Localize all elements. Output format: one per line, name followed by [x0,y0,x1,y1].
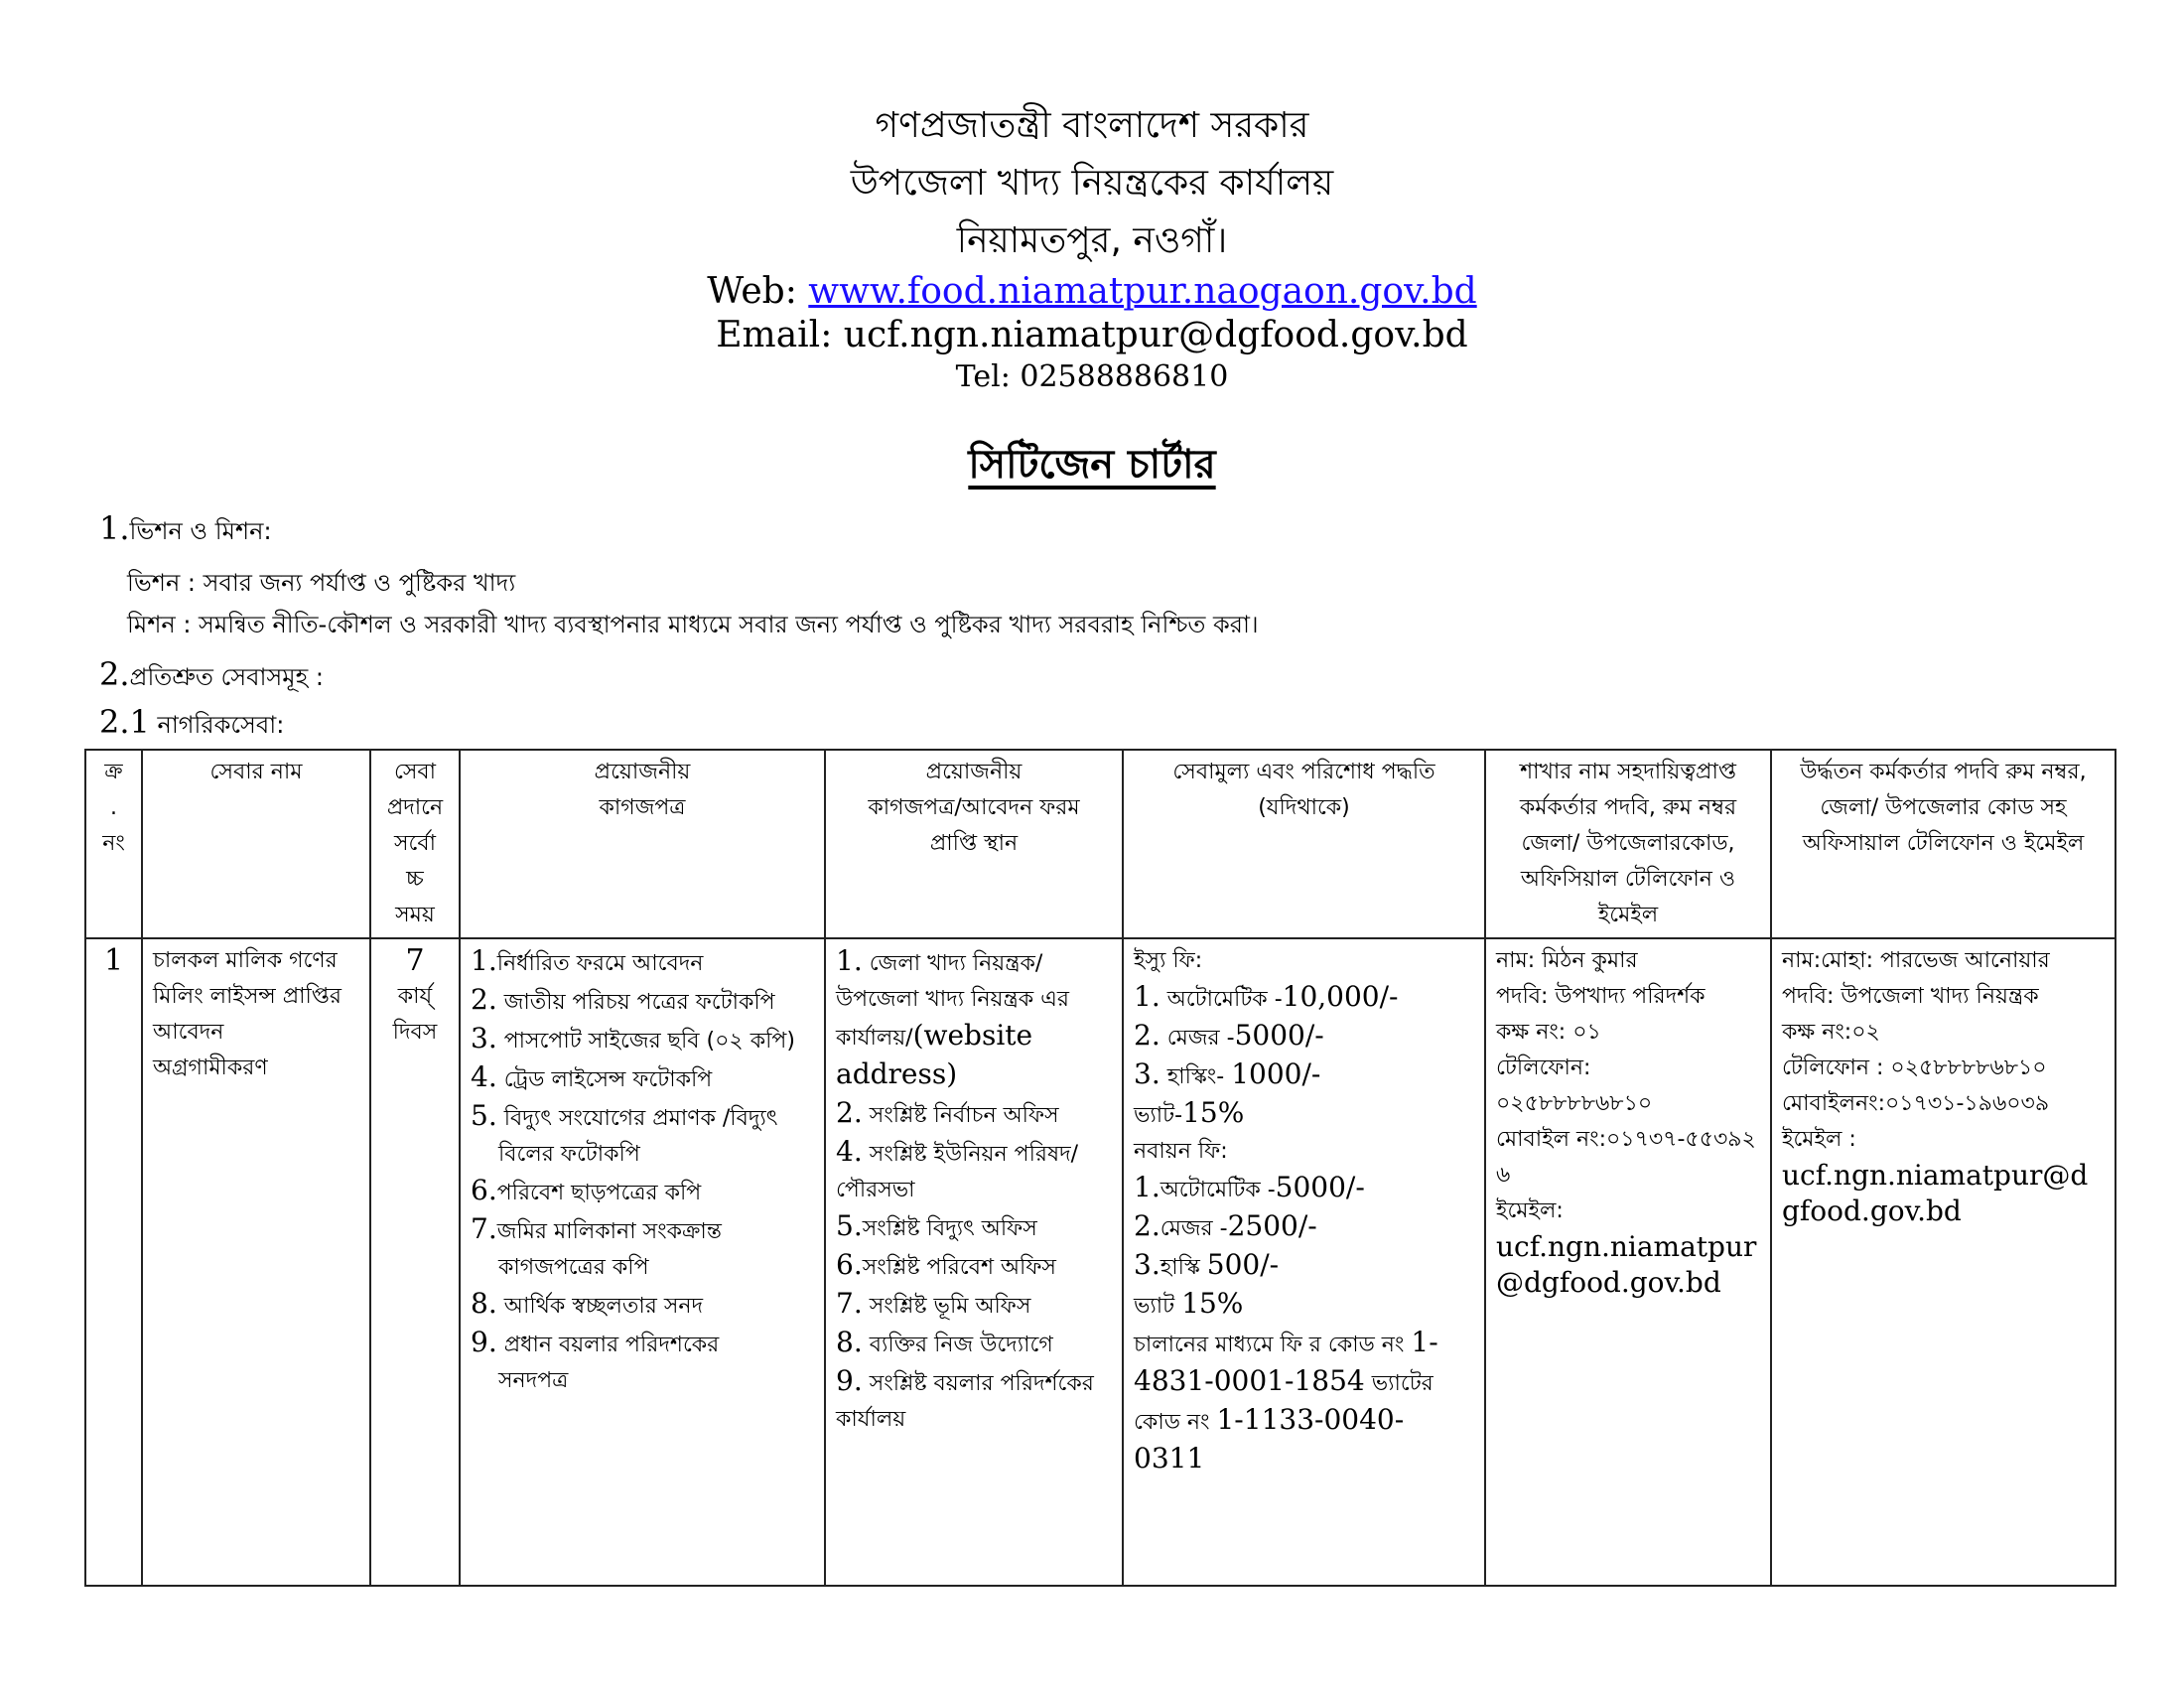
source-item [836,1286,1112,1325]
item-text: সংশ্লিষ্ট পরিবেশ অফিস [862,1255,1056,1280]
document-item [471,982,814,1021]
officer-phone-label: টেলিফোন: [1496,1055,1591,1080]
source-item [836,1363,1112,1438]
item-number: 9. [471,1326,497,1358]
document-item [471,943,814,982]
item-number: 6. [471,1174,497,1206]
document-item [471,1021,814,1059]
item-number: 4. [471,1060,497,1093]
header-line: ইমেইল [1597,903,1659,927]
header-line: কাগজপত্র/আবেদন ফরম [868,795,1080,820]
cell-fee-payment [1123,938,1485,1586]
item-text: সংশ্লিষ্ট বয়লার পরিদর্শকের কার্যালয় [836,1371,1094,1432]
vat-code-text: ভ্যাটের কোড নং [1134,1371,1433,1435]
item-text: জেলা খাদ্য নিয়ন্ত্রক/ উপজেলা খাদ্য নিয়ন্ত্রক এর কার্যালয়/ [836,951,1070,1051]
renewal-fee-list [1134,1170,1474,1286]
item-text: মেজর - [1160,1026,1235,1051]
time-value: 7 [405,943,425,978]
section-number: 2. [99,655,130,693]
document-item [471,1137,814,1173]
item-text: বিলের ফটোকপি [498,1142,640,1167]
header-senior-officer [1771,750,2116,938]
item-number: 1. [1134,980,1160,1013]
time-unit: দিবস [392,1020,438,1045]
header-line: প্রাপ্তি স্থান [929,831,1019,856]
header-line: প্রয়োজনীয় [594,760,691,784]
table-header-row [85,750,2116,938]
vat-label: ভ্যাট [1134,1294,1182,1319]
header-line: (যদিথাকে) [1258,795,1350,820]
time-unit: কার্য্ [397,984,433,1009]
item-text: পরিবেশ ছাড়পত্রের কপি [496,1181,702,1205]
item-number: 8. [836,1326,863,1358]
service-name-line: মিলিং লাইসন্স প্রাপ্তির [153,984,341,1009]
header-fee-payment [1123,750,1485,938]
citizen-service-table [84,749,2116,1587]
renewal-fee-item [1134,1170,1474,1208]
header-service-name [142,750,370,938]
section-number: 2.1 [99,703,150,741]
header-max-time [370,750,460,938]
header-line: নং [102,831,125,856]
table-row [85,938,2116,1586]
header-line: সেবার নাম [209,760,303,784]
issue-fee-item [1134,1056,1474,1095]
header-required-documents [460,750,825,938]
government-name: গণপ্রজাতন্ত্রী বাংলাদেশ সরকার [875,105,1309,146]
item-text: সংশ্লিষ্ট ইউনিয়ন পরিষদ/পৌরসভা [836,1142,1079,1202]
item-text: হাস্কি [1160,1255,1207,1280]
renewal-fee-item [1134,1208,1474,1247]
item-text: জমির মালিকানা সংকক্রান্ত [496,1219,722,1244]
cell-senior-officer [1771,938,2116,1586]
senior-officer-mobile: মোবাইলনং:০১৭৩১-১৯৬০৩৯ [1782,1091,2050,1116]
header-line: প্রদানে [386,795,444,820]
web-line [0,270,2184,314]
issue-vat [1134,1095,1474,1134]
service-name-line: আবেদন [153,1020,224,1045]
item-number: 2. [1134,1019,1160,1052]
renewal-vat [1134,1286,1474,1325]
mission-statement: মিশন : সমন্বিত নীতি-কৌশল ও সরকারী খাদ্য ব্যবস্থাপনার মাধ্যমে সবার জন্য পর্যাপ্ত ও পুষ্টিকর খাদ্য সরবরাহ নিশ্চিত করা। [127,611,1259,638]
officer-email-label: ইমেইল: [1496,1198,1564,1223]
header-line: সময় [395,903,435,927]
document-item [471,1211,814,1250]
officer-email: ucf.ngn.niamatpur@dgfood.gov.bd [1496,1230,1757,1299]
item-text-english: (website address) [836,1019,1033,1090]
item-number: 1. [471,944,497,977]
renewal-fee-label: নবায়ন ফি: [1134,1139,1228,1164]
senior-officer-phone: টেলিফোন : ০২৫৮৮৮৮৬৮১০ [1782,1055,2047,1080]
officer-phone: ০২৫৮৮৮৮৬৮১০ [1496,1091,1653,1116]
header-serial [85,750,142,938]
service-name-line: চালকল মালিক গণের [153,948,338,973]
cell-document-source [825,938,1123,1586]
email-value: ucf.ngn.niamatpur@dgfood.gov.bd [843,315,1468,355]
header-line: জেলা/ উপজেলার কোড সহ [1820,795,2067,820]
header-line: অফিসিয়াল টেলিফোন ও [1520,867,1736,892]
office-location: নিয়ামতপুর, নওগাঁ। [956,220,1228,261]
item-text: আর্থিক স্বচ্ছলতার সনদ [496,1294,704,1319]
header-line: সর্বো [394,831,436,856]
page-title-text: সিটিজেন চার্টার [968,442,1216,488]
item-text: বিদ্যুৎ সংযোগের প্রমাণক /বিদ্যুৎ [496,1106,778,1131]
item-number: 3. [471,1022,497,1055]
tel-line [0,357,2184,397]
item-number: 5. [836,1209,863,1242]
header-line: জেলা/ উপজেলারকোড, [1521,831,1735,856]
cell-responsible-officer [1485,938,1771,1586]
senior-officer-designation: পদবি: উপজেলা খাদ্য নিয়ন্ত্রক [1782,984,2039,1009]
source-item [836,1247,1112,1286]
item-number: 3. [1134,1248,1160,1281]
document-item [471,1363,814,1399]
header-line: শাখার নাম সহদায়িত্বপ্রাপ্ত [1520,760,1736,784]
issue-fee-label: ইস্যু ফি: [1134,948,1203,973]
vat-label: ভ্যাট- [1134,1103,1183,1128]
item-text: সংশ্লিষ্ট বিদ্যুৎ অফিস [862,1216,1037,1241]
item-text: জাতীয় পরিচয় পত্রের ফটোকপি [496,990,775,1015]
officer-designation: পদবি: উপখাদ্য পরিদর্শক [1496,984,1706,1009]
item-number: 2. [836,1096,863,1129]
item-text: সংশ্লিষ্ট ভূমি অফিস [862,1294,1031,1319]
header-line: উর্দ্ধতন কর্মকর্তার পদবি রুম নম্বর, [1800,760,2087,784]
website-link[interactable]: www.food.niamatpur.naogaon.gov.bd [808,271,1477,312]
source-item [836,1095,1112,1134]
item-text: অটোমেটিক - [1160,1178,1276,1202]
item-number: 1. [1134,1171,1160,1203]
officer-mobile: মোবাইল নং:০১৭৩৭-৫৫৩৯২৬ [1496,1127,1756,1188]
cell-required-documents [460,938,825,1586]
source-item [836,1208,1112,1247]
section-heading: প্রতিশ্রুত সেবাসমূহ : [129,663,324,691]
header-responsible-officer [1485,750,1771,938]
item-text: কাগজপত্রের কপি [498,1255,649,1280]
fee-amount: 2500/- [1227,1209,1317,1242]
senior-officer-email: ucf.ngn.niamatpur@dgfood.gov.bd [1782,1159,2089,1227]
email-label: Email: [716,315,844,355]
item-number: 2. [471,983,497,1016]
fee-amount: 500/- [1206,1248,1280,1281]
issue-fee-item [1134,1018,1474,1056]
senior-officer-room: কক্ষ নং:০২ [1782,1020,1880,1045]
item-number: 1. [836,944,863,977]
item-text: পাসপোট সাইজের ছবি (০২ কপি) [496,1029,795,1054]
fee-amount: 10,000/- [1282,980,1399,1013]
cell-max-time [370,938,460,1586]
header-document-source [825,750,1123,938]
document-item [471,1250,814,1286]
section-heading: নাগরিকসেবা: [149,711,285,739]
senior-officer-name: নাম:মোহা: পারভেজ আনোয়ার [1782,948,2050,973]
fee-amount: 5000/- [1275,1171,1365,1203]
item-number: 7. [471,1212,497,1245]
issue-fee-list [1134,979,1474,1095]
challan-code: 1-4831-0001-1854 [1134,1326,1438,1397]
header-line: অফিসায়াল টেলিফোন ও ইমেইল [1802,831,2085,856]
header-line: চ্চ [406,867,424,892]
source-item [836,1134,1112,1208]
document-item [471,1173,814,1211]
renewal-fee-item [1134,1247,1474,1286]
vat-code: 1-1133-0040-0311 [1134,1403,1405,1475]
item-number: 2. [1134,1209,1160,1242]
source-item [836,1325,1112,1363]
tel-value: 02588886810 [1020,359,1229,394]
email-line [0,314,2184,357]
header-line: প্রয়োজনীয় [925,760,1023,784]
item-text: হাস্কিং- [1160,1064,1232,1089]
office-name: উপজেলা খাদ্য নিয়ন্ত্রকের কার্যালয় [850,163,1334,204]
item-text: অটোমেটিক - [1160,987,1283,1012]
item-text: মেজর - [1160,1216,1228,1241]
senior-officer-email-label: ইমেইল : [1782,1127,1856,1152]
fee-amount: 1000/- [1231,1057,1321,1090]
item-text: নির্ধারিত ফরমে আবেদন [496,951,704,976]
header-line: ক্র [104,760,123,784]
header-line: . [110,795,117,820]
tel-label: Tel: [955,359,1021,394]
item-text: প্রধান বয়লার পরিদশকের [496,1333,720,1357]
section-vision-mission-heading [99,511,272,548]
header-line: সেবামুল্য এবং পরিশোধ পদ্ধতি [1172,760,1435,784]
header-line: সেবা [393,760,437,784]
vision-statement: ভিশন : সবার জন্য পর্যাপ্ত ও পুষ্টিকর খাদ্য [127,569,516,597]
document-item [471,1059,814,1098]
officer-room: কক্ষ নং: ০১ [1496,1020,1601,1045]
service-name-line: অগ্রগামীকরণ [153,1055,268,1080]
item-number: 3. [1134,1057,1160,1090]
document-item [471,1286,814,1325]
item-number: 9. [836,1364,863,1397]
section-heading: ভিশন ও মিশন: [129,517,272,545]
item-text: ট্রেড লাইসেন্স ফটোকপি [496,1067,713,1092]
item-text: সংশ্লিষ্ট নির্বাচন অফিস [862,1103,1059,1128]
section-number: 1. [99,509,130,547]
challan-info [1134,1325,1474,1479]
item-number: 4. [836,1135,863,1168]
item-number: 7. [836,1287,863,1320]
section-citizen-service-heading [99,705,284,742]
challan-text: চালানের মাধ্যমে ফি র কোড নং [1134,1333,1412,1357]
header-line: কাগজপত্র [599,795,686,820]
item-number: 5. [471,1099,497,1132]
fee-amount: 5000/- [1234,1019,1324,1052]
vat-value: 15% [1182,1096,1245,1129]
header-line: কর্মকর্তার পদবি, রুম নম্বর [1519,795,1737,820]
item-number: 8. [471,1287,497,1320]
page-title [0,437,2184,492]
item-text: ব্যক্তির নিজ উদ্যোগে [862,1333,1053,1357]
source-item [836,943,1112,1095]
issue-fee-item [1134,979,1474,1018]
web-label: Web: [707,271,809,312]
item-number: 6. [836,1248,863,1281]
item-text: সনদপত্র [498,1368,569,1393]
section-services-heading [99,657,324,694]
document-item [471,1098,814,1137]
officer-name: নাম: মিঠন কুমার [1496,948,1638,973]
document-item [471,1325,814,1363]
cell-service-name [142,938,370,1586]
vat-value: 15% [1181,1287,1244,1320]
office-header [0,97,2184,397]
cell-serial: 1 [85,938,142,1586]
